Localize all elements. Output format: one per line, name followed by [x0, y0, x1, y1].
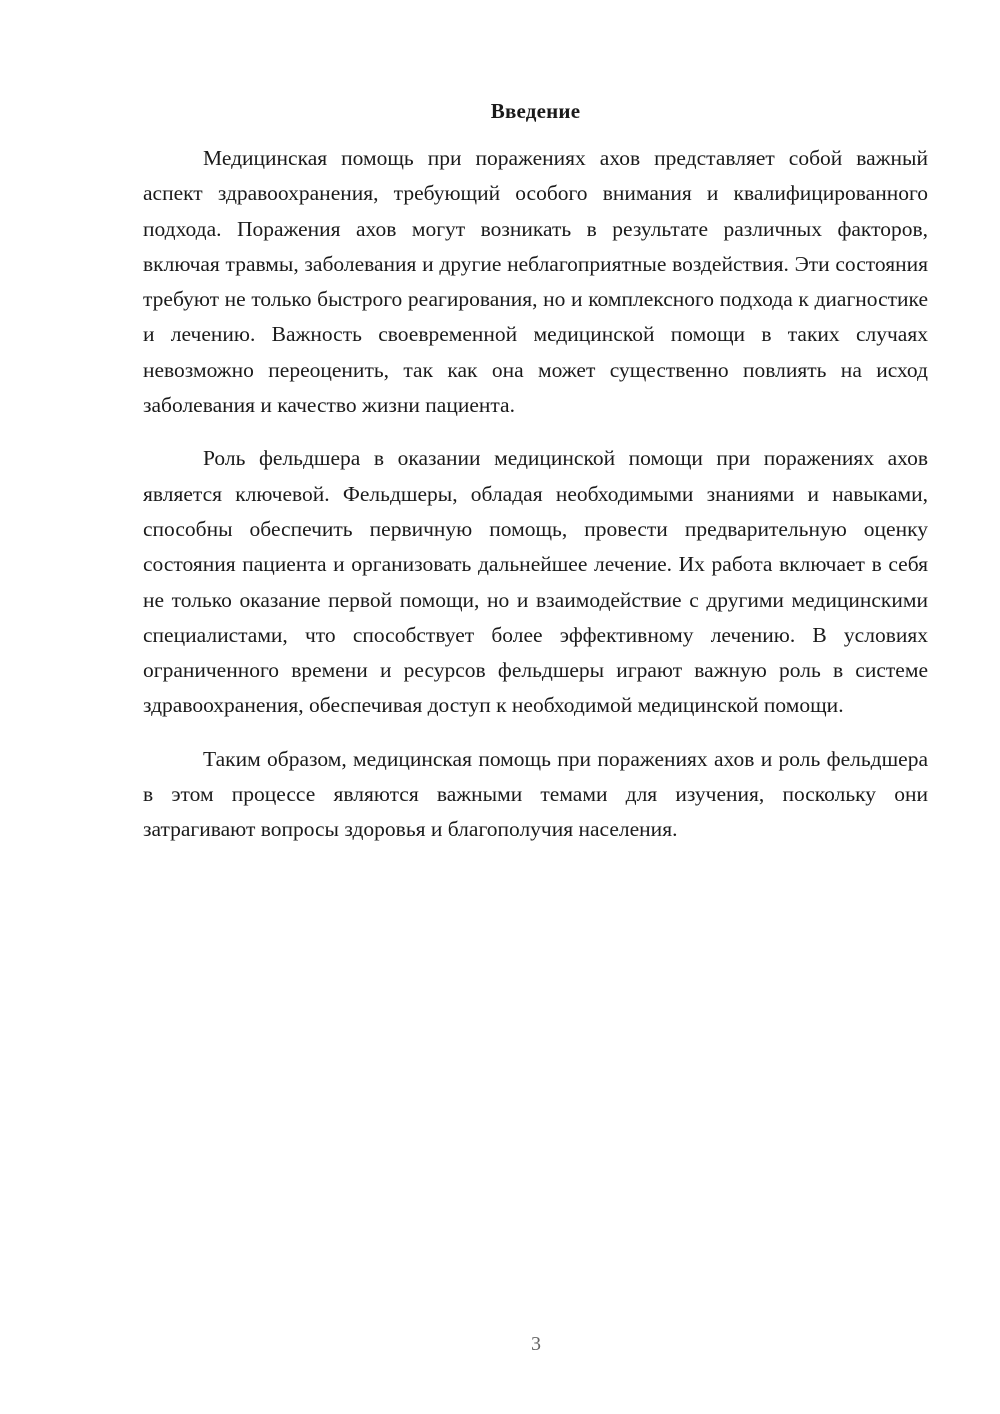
page-number: 3 [531, 1333, 541, 1355]
page-content [143, 96, 928, 848]
section-heading: Введение [490, 99, 581, 123]
paragraph-3: Таким образом, медицинская помощь при поражениях ахов и роль фельдшера в этом процессе являются важными темами для изучения, поскольку они затрагивают вопросы здоровья и благополучия населения. [143, 746, 928, 842]
paragraph-1: Медицинская помощь при поражениях ахов представляет собой важный аспект здравоохранения, требующий особого внимания и квалифицированного подхода. Поражения ахов могут возникать в результате различных факторов, включая травмы, заболевания и другие неблагоприятные воздействия. Эти состояния требуют не только быстрого реагирования, но и комплексного подхода к диагностике и лечению. Важность своевременной медицинской помощи в таких случаях невозможно переоценить, так как она может существенно повлиять на исход заболевания и качество жизни пациента. [143, 146, 928, 418]
paragraph-2: Роль фельдшера в оказании медицинской помощи при поражениях ахов является ключевой. Фельдшеры, обладая необходимыми знаниями и навыками, способны обеспечить первичную помощь, провести предварительную оценку состояния пациента и организовать дальнейшее лечение. Их работа включает в себя не только оказание первой помощи, но и взаимодействие с другими медицинскими специалистами, что способствует более эффективному лечению. В условиях ограниченного времени и ресурсов фельдшеры играют важную роль в системе здравоохранения, обеспечивая доступ к необходимой медицинской помощи. [143, 446, 928, 718]
